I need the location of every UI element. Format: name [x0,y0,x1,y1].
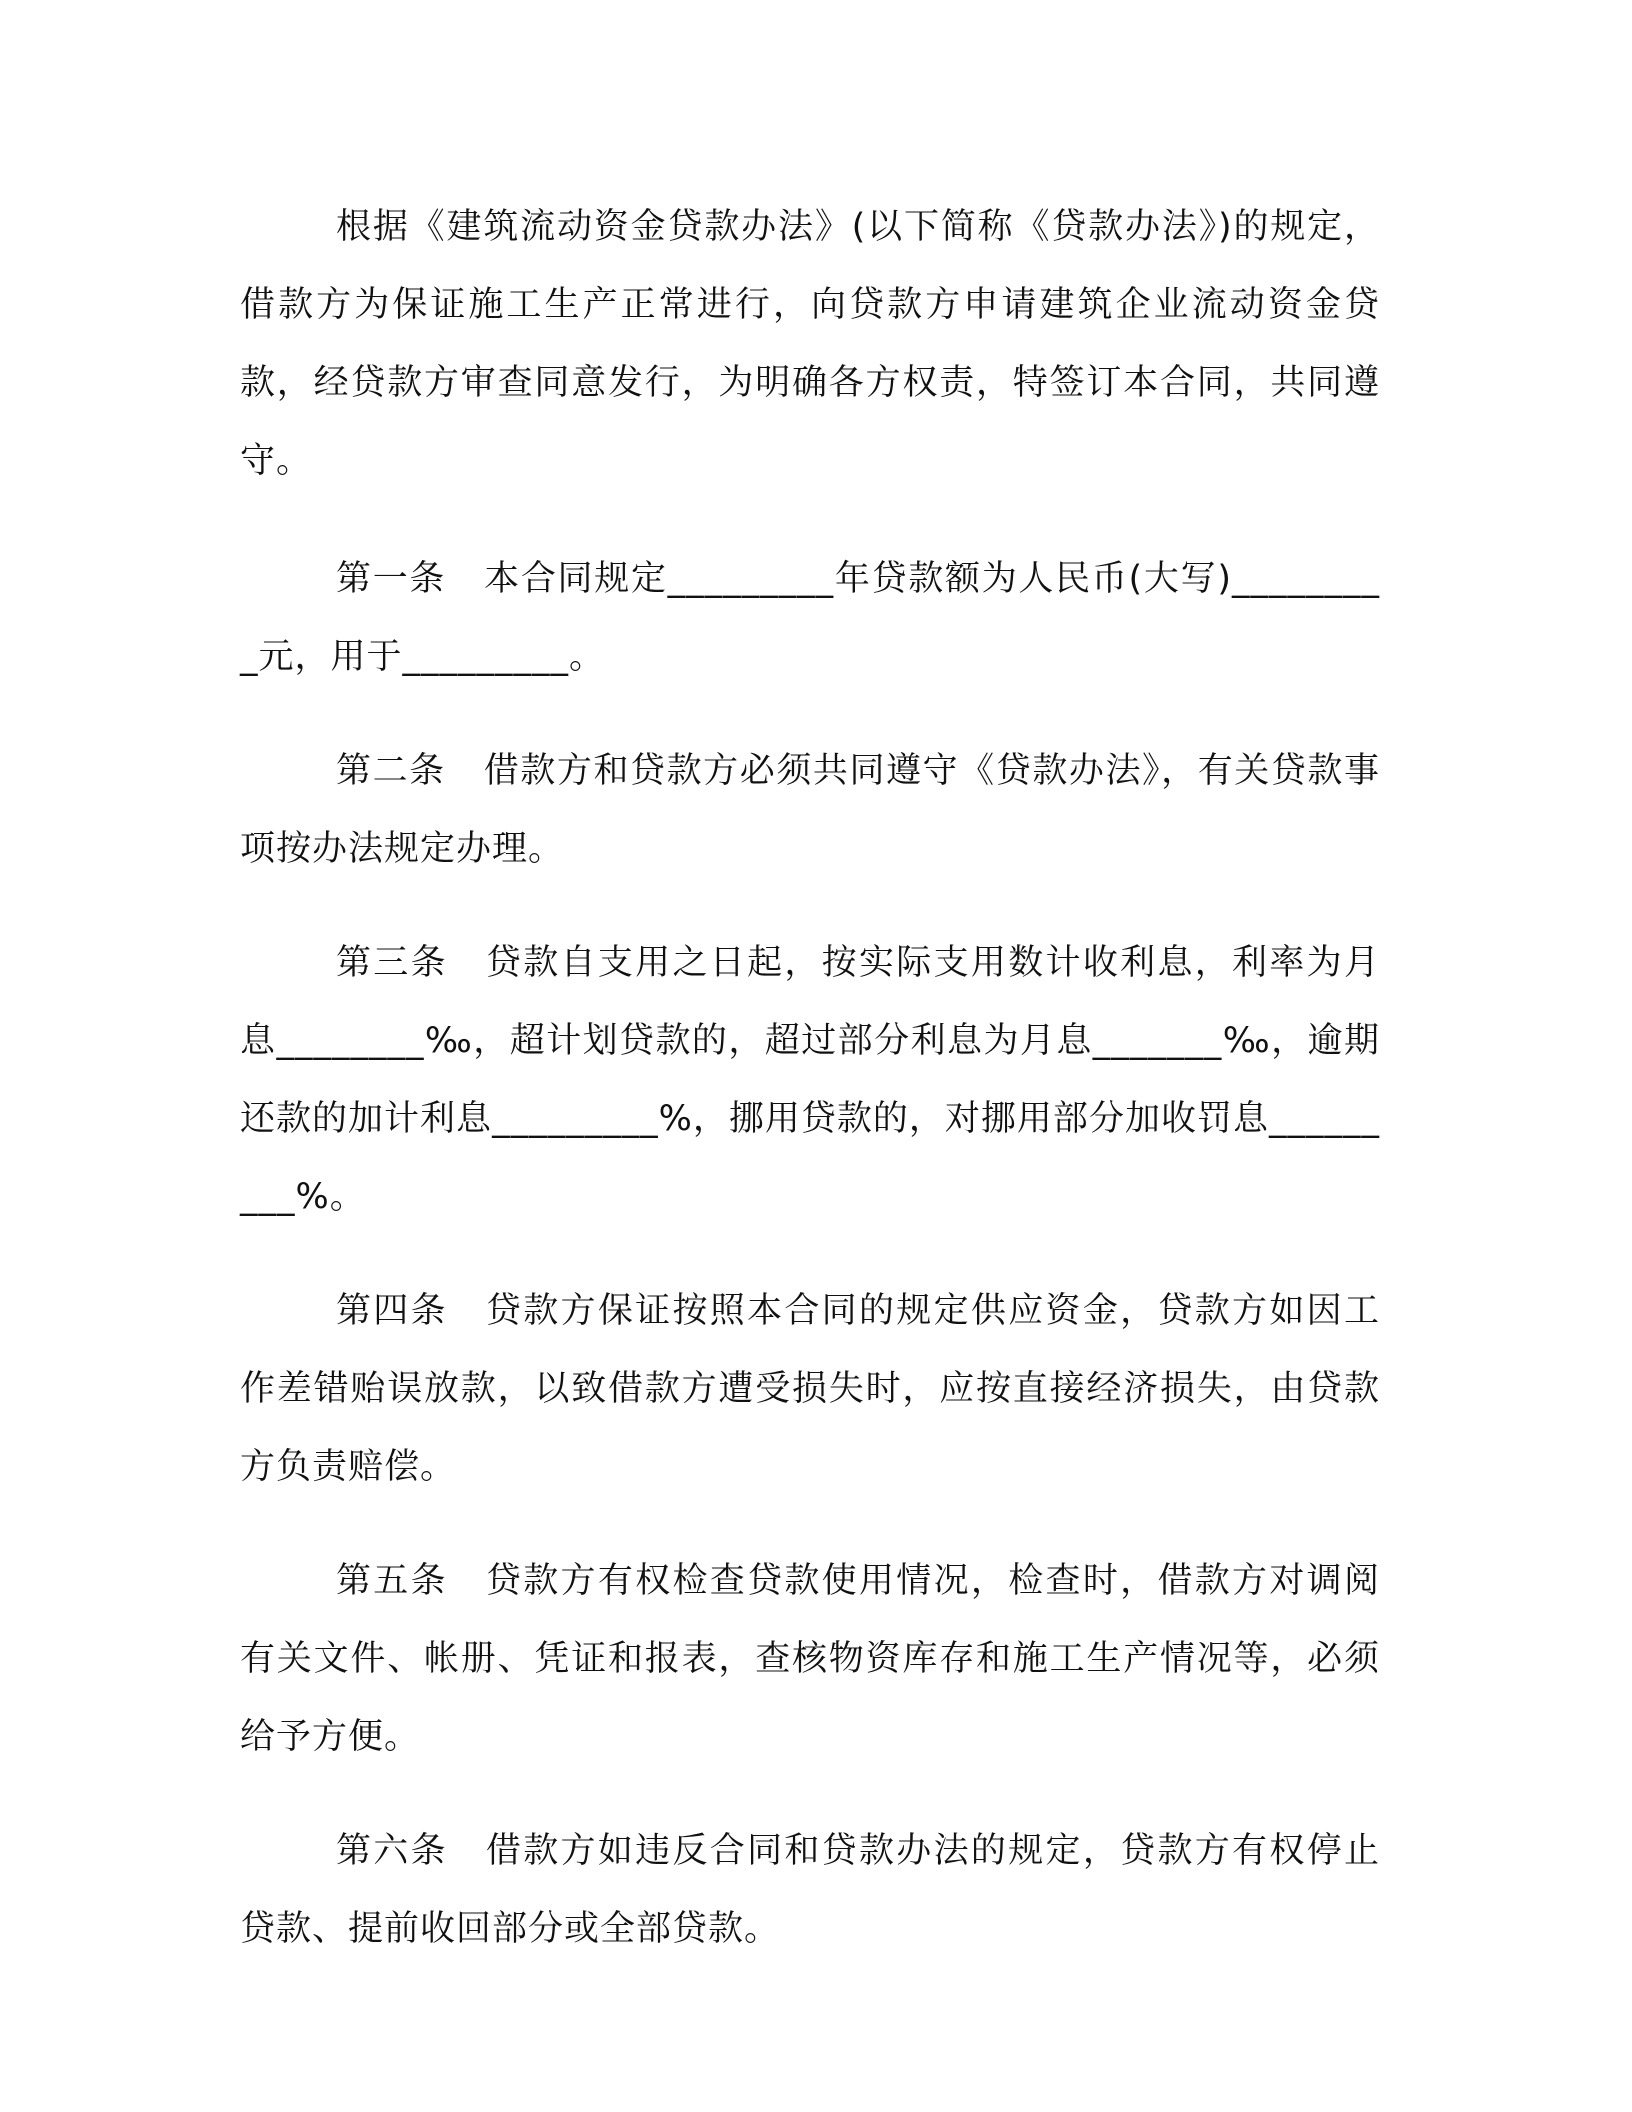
article-text: 贷款方保证按照本合同的规定供应资金，贷款方如因工作差错贻误放款，以致借款方遭受损失时，应按直接经济损失，由贷款方负责赔偿。 [240,1291,1380,1487]
article-text: 本合同规定_________年贷款额为人民币(大写)_________元，用于_________。 [240,559,1380,677]
article-text: 借款方如违反合同和贷款办法的规定，贷款方有权停止贷款、提前收回部分或全部贷款。 [240,1831,1380,1949]
article-label: 第二条 [336,751,446,791]
contract-body [240,188,1380,2004]
article-text: 贷款自支用之日起，按实际支用数计收利息，利率为月息________‰，超计划贷款的，超过部分利息为月息_______‰，逾期还款的加计利息_________%，挪用贷款的，对挪用部分加收罚息_________%。 [240,943,1380,1217]
article-label: 第三条 [336,943,448,983]
article-1 [240,540,1380,696]
article-4 [240,1272,1380,1506]
article-text: 借款方和贷款方必须共同遵守《贷款办法》，有关贷款事项按办法规定办理。 [240,751,1380,869]
article-text: 贷款方有权检查贷款使用情况，检查时，借款方对调阅有关文件、帐册、凭证和报表，查核物资库存和施工生产情况等，必须给予方便。 [240,1561,1380,1757]
article-3 [240,924,1380,1236]
article-5 [240,1542,1380,1776]
article-label: 第五条 [336,1561,448,1601]
article-label: 第六条 [336,1831,448,1871]
article-2 [240,732,1380,888]
intro-paragraph: 根据《建筑流动资金贷款办法》(以下简称《贷款办法》)的规定，借款方为保证施工生产正常进行，向贷款方申请建筑企业流动资金贷款，经贷款方审查同意发行，为明确各方权责，特签订本合同，共同遵守。 [240,207,1380,481]
article-6 [240,1812,1380,1968]
article-label: 第四条 [336,1291,448,1331]
article-label: 第一条 [336,559,447,599]
